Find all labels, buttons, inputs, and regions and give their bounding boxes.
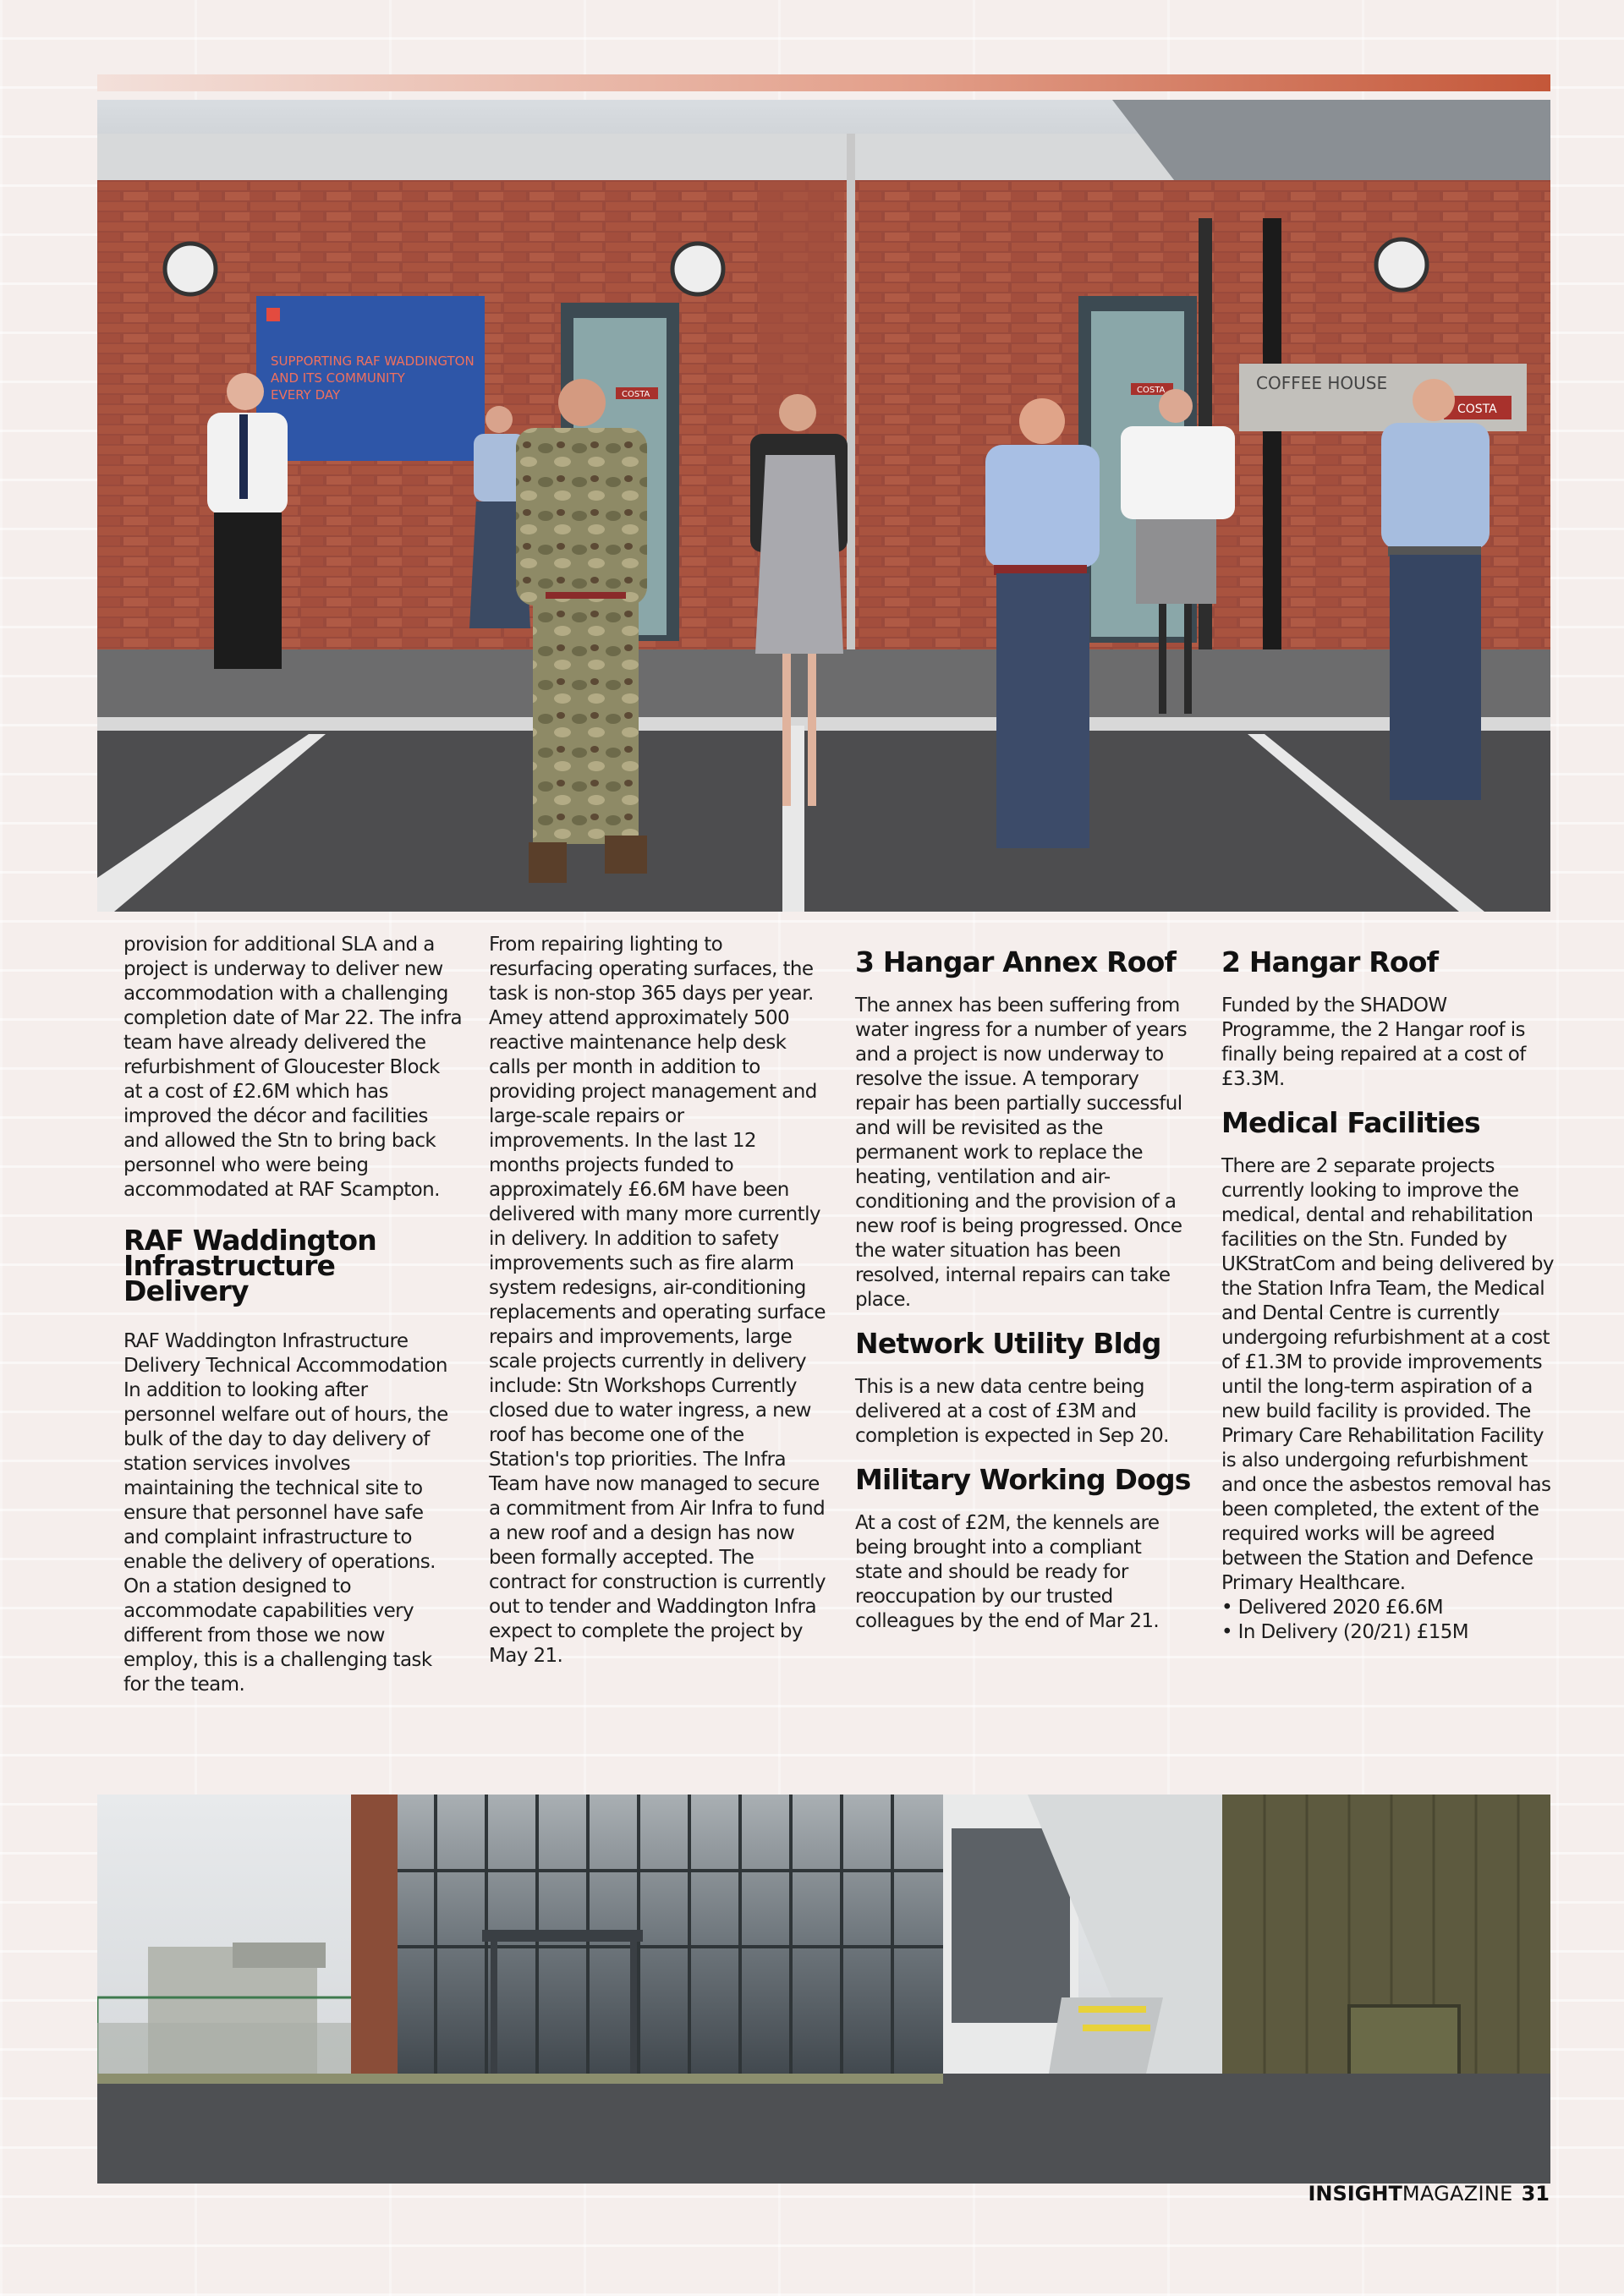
column2-paragraph-2: Amey attend approximately 500 reactive maintenance help desk calls per month in addition to providing project management and large-scale repairs or improvements. In the last 12 months projects funded to approximately £6.6M have been delivered with many more currently in delivery. In addition to safety improvements such as fire alarm system redesigns, air-conditioning replacements and operating surface repairs and improvements, large scale projects currently in delivery include: Stn Workshops Currently closed due to water ingress, a new roof has become one of the Station's top priorities. The Infra Team have now managed to secure a commitment from Air Infra to fund a new roof and a design has now been formally accepted. The contract for construction is currently out to tender and Waddington Infra expect to complete the project by May 21. bbox=[489, 1007, 826, 1667]
heading-military-working-dogs: Military Working Dogs bbox=[855, 1463, 1191, 1496]
hangar-roof-paragraph: Funded by the SHADOW Programme, the 2 Hangar roof is finally being repaired at a cost of £3.3M. bbox=[1221, 995, 1526, 1090]
page-number: 31 bbox=[1521, 2182, 1550, 2206]
heading-raf-waddington-infrastructure: RAF Waddington Infrastructure Delivery bbox=[123, 1224, 376, 1307]
person-5 bbox=[985, 398, 1100, 848]
heading-2-hangar-roof: 2 Hangar Roof bbox=[1221, 945, 1439, 978]
column1-body-paragraph: RAF Waddington Infrastructure Delivery Technical Accommodation In addition to looking after personnel welfare out of hours, the bulk of the day to day delivery of station services involves maintaining the technical site to ensure that personnel have safe and complaint infrastructure to enable the delivery of operations. On a station designed to accommodate capabilities very different from those we now employ, this is a challenging task for the team. bbox=[123, 1330, 448, 1696]
person-7 bbox=[1381, 379, 1490, 800]
bullet-delivered-2020: • Delivered 2020 £6.6M bbox=[1221, 1597, 1443, 1619]
footer-brand: INSIGHT bbox=[1308, 2182, 1402, 2206]
banner-text-1: SUPPORTING RAF WADDINGTON bbox=[271, 353, 475, 369]
banner-text-2: AND ITS COMMUNITY bbox=[271, 370, 405, 386]
heading-medical-facilities: Medical Facilities bbox=[1221, 1106, 1480, 1139]
building-photo bbox=[97, 1795, 1550, 2184]
banner-text-3: EVERY DAY bbox=[271, 387, 341, 403]
heading-3-hangar-annex-roof: 3 Hangar Annex Roof bbox=[855, 945, 1177, 978]
network-utility-paragraph: This is a new data centre being delivered at a cost of £3M and completion is expected in Sep 20. bbox=[855, 1376, 1169, 1447]
person-1 bbox=[207, 373, 288, 669]
person-3-camo bbox=[516, 379, 647, 883]
footer-magazine: MAGAZINE bbox=[1402, 2182, 1513, 2206]
heading-network-utility-bldg: Network Utility Bldg bbox=[855, 1327, 1161, 1360]
coffee-house-costa: COSTA bbox=[1457, 403, 1497, 416]
hangar-annex-paragraph: The annex has been suffering from water ingress for a number of years and a project is now underway to resolve the issue. A temporary repair has been partially successful and will be revisited as the permanent work to replace the heating, ventilation and air-conditioning and the provision of a new roof is being progressed. Once the water situation has been resolved, internal repairs can take place. bbox=[855, 995, 1187, 1311]
article-column-2 bbox=[489, 933, 827, 1778]
article-column-4 bbox=[1221, 933, 1560, 1778]
coffee-house-sign: COFFEE HOUSE bbox=[1256, 373, 1388, 393]
group-photo-illustration bbox=[97, 100, 1550, 912]
page-footer bbox=[1308, 2182, 1550, 2206]
column2-paragraph-1: From repairing lighting to resurfacing operating surfaces, the task is non-stop 365 days per year. bbox=[489, 934, 814, 1005]
door-sign-costa-1: COSTA bbox=[622, 390, 650, 399]
military-dogs-paragraph: At a cost of £2M, the kennels are being brought into a compliant state and should be ready for reoccupation by our trusted colleagues by the end of Mar 21. bbox=[855, 1512, 1160, 1632]
building-photo-illustration bbox=[97, 1795, 1550, 2184]
column1-intro-paragraph: provision for additional SLA and a project is underway to deliver new accommodation with a challenging completion date of Mar 22. The infra team have already delivered the refurbishment of Gloucester Block at a cost of £2.6M which has improved the décor and facilities and allowed the Stn to bring back personnel who were being accommodated at RAF Scampton. bbox=[123, 934, 462, 1201]
group-photo bbox=[97, 100, 1550, 912]
decorative-top-bar bbox=[97, 74, 1550, 91]
medical-facilities-paragraph: There are 2 separate projects currently looking to improve the medical, dental and rehabilitation facilities on the Stn. Funded by UKStratCom and being delivered by the Station Infra Team, the Medical and Dental Centre is currently undergoing refurbishment at a cost of £1.3M to provide improvements until the long-term aspiration of a new build facility is provided. The Primary Care Rehabilitation Facility is also undergoing refurbishment and once the asbestos removal has been completed, the extent of the required works will be agreed between the Station and Defence Primary Healthcare. bbox=[1221, 1155, 1554, 1594]
article-column-1 bbox=[123, 933, 462, 1778]
article-column-3 bbox=[855, 933, 1193, 1778]
bullet-in-delivery: • In Delivery (20/21) £15M bbox=[1221, 1621, 1469, 1643]
door-sign-costa-2: COSTA bbox=[1137, 386, 1166, 395]
